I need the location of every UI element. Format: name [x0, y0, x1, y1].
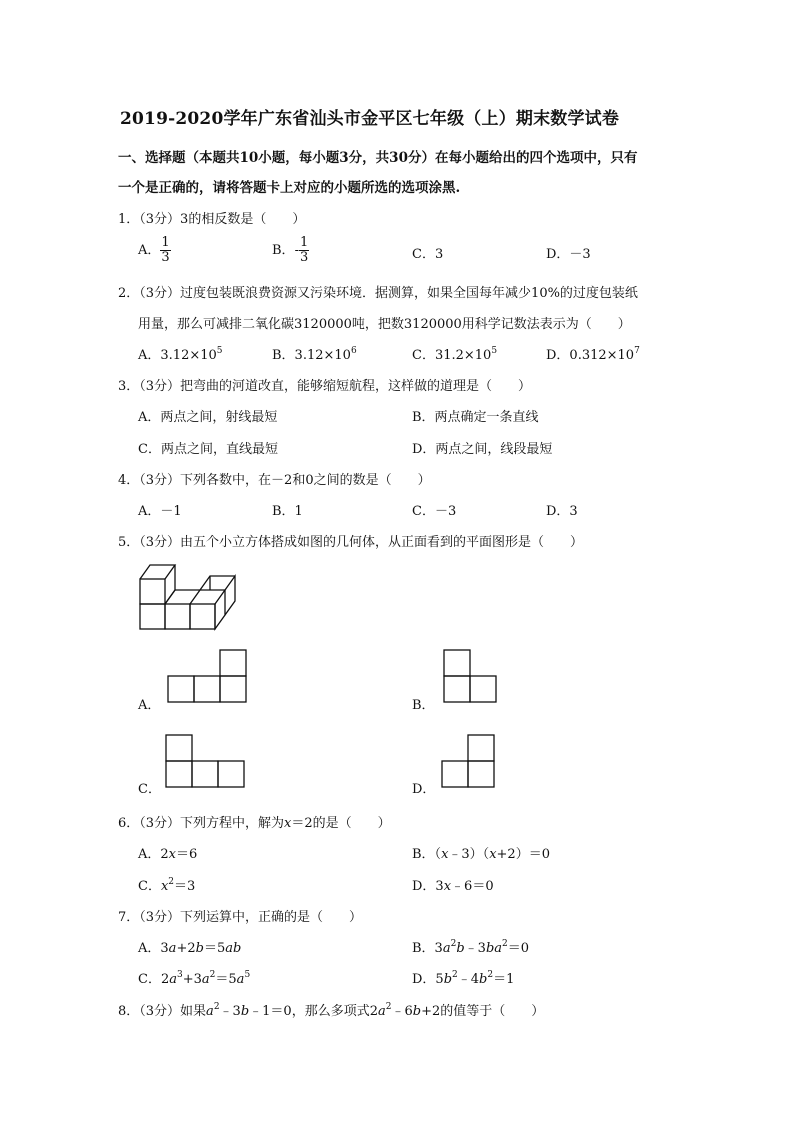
cube-side [225, 576, 235, 615]
q2-option-b: B．$3.12\times 10^6$ [272, 346, 357, 363]
page-title: 2019-2020学年广东省汕头市金平区七年级（上）期末数学试卷 [120, 109, 620, 129]
q5-option-b-label: B． [412, 698, 435, 713]
cube-top [140, 565, 175, 579]
q7-option-c: C．$2a^3+3a^2=5a^5$ [138, 970, 251, 987]
q6-option-a: A．2x＝6 [138, 847, 198, 862]
square [166, 761, 192, 787]
q5-stem: 5．（3分）由五个小立方体搭成如图的几何体，从正面看到的平面图形是（ ） [118, 535, 584, 550]
cube-front [190, 604, 215, 629]
q7-option-b: B．$3a^2b﹣3ba^2=0$ [412, 939, 530, 956]
q3-option-d: D．两点之间，线段最短 [412, 442, 553, 457]
q5-option-a-figure [166, 648, 248, 704]
square [194, 676, 220, 702]
q7-option-a: A．3a+2b＝5ab [138, 941, 242, 956]
square [470, 676, 496, 702]
square [220, 676, 246, 702]
section-header-line-2: 一个是正确的，请将答题卡上对应的小题所选的选项涂黑. [118, 180, 461, 196]
square [192, 761, 218, 787]
square [444, 676, 470, 702]
q7-stem: 7．（3分）下列运算中，正确的是（ ） [118, 910, 363, 925]
square [220, 650, 246, 676]
q2-option-d: D．$0.312\times 10^7$ [546, 346, 640, 363]
q4-option-a: A．－1 [138, 504, 182, 519]
q7-option-d: D．$5b^2﹣4b^2=1$ [412, 970, 515, 987]
q3-option-b: B．两点确定一条直线 [412, 410, 539, 425]
fraction: $\frac{1}{3}$ [161, 235, 170, 265]
q1-option-b: B．- $\frac{1}{3}$ [272, 235, 309, 265]
square [168, 676, 194, 702]
q6-option-c: C．$x^2=3$ [138, 877, 196, 894]
cube-side [165, 565, 175, 604]
q1-option-a: A． $\frac{1}{3}$ [138, 235, 170, 265]
square [468, 735, 494, 761]
q5-option-d-figure [440, 733, 496, 789]
cube-top [200, 590, 225, 604]
q2-stem-line-2: 用量，那么可减排二氧化碳3120000吨，把数3120000用科学记数法表示为（ ） [138, 317, 631, 332]
q4-option-d: D．3 [546, 504, 578, 519]
q5-option-c-label: C． [138, 782, 161, 797]
q4-stem: 4．（3分）下列各数中，在－2和0之间的数是（ ） [118, 473, 431, 488]
q2-option-a: A．$3.12\times 10^5$ [138, 346, 223, 363]
q2-option-c: C．$31.2\times 10^5$ [412, 346, 498, 363]
q1-option-d: D．－3 [546, 247, 591, 262]
cube-top [165, 590, 200, 604]
q6-option-b: B．（x﹣3）（x+2）＝0 [412, 847, 550, 862]
section-header-line-1: 一、选择题（本题共10小题，每小题3分，共30分）在每小题给出的四个选项中，只有 [118, 150, 638, 166]
q3-option-a: A．两点之间，射线最短 [138, 410, 278, 425]
q1-stem: 1．（3分）3的相反数是（ ） [118, 212, 306, 227]
q5-option-c-figure [164, 733, 246, 789]
q5-solid-figure [136, 560, 246, 634]
q4-option-c: C．－3 [412, 504, 457, 519]
q6-option-d: D．3x﹣6＝0 [412, 879, 494, 894]
q5-option-b-figure [442, 648, 498, 704]
square [444, 650, 470, 676]
q6-stem: 6．（3分）下列方程中，解为x＝2的是（ ） [118, 816, 391, 831]
q5-option-a-label: A． [138, 698, 161, 713]
cube-side [215, 590, 225, 629]
q4-option-b: B．1 [272, 504, 303, 519]
q8-stem: 8．（3分）如果$a^2﹣3b﹣1=0$，那么多项式$2a^2﹣6b+2$的值等于（ ） [118, 1002, 545, 1019]
fraction: $\frac{1}{3}$ [299, 235, 309, 265]
cube-front [140, 579, 165, 604]
square [442, 761, 468, 787]
q1-option-c: C．3 [412, 247, 444, 262]
q5-option-d-label: D． [412, 782, 436, 797]
cube-front [165, 604, 190, 629]
q3-option-c: C．两点之间，直线最短 [138, 442, 278, 457]
square [166, 735, 192, 761]
cube-front [140, 604, 165, 629]
q3-stem: 3．（3分）把弯曲的河道改直，能够缩短航程，这样做的道理是（ ） [118, 379, 532, 394]
q2-stem-line-1: 2．（3分）过度包装既浪费资源又污染环境．据测算，如果全国每年减少10%的过度包装纸 [118, 286, 638, 301]
square [218, 761, 244, 787]
square [468, 761, 494, 787]
